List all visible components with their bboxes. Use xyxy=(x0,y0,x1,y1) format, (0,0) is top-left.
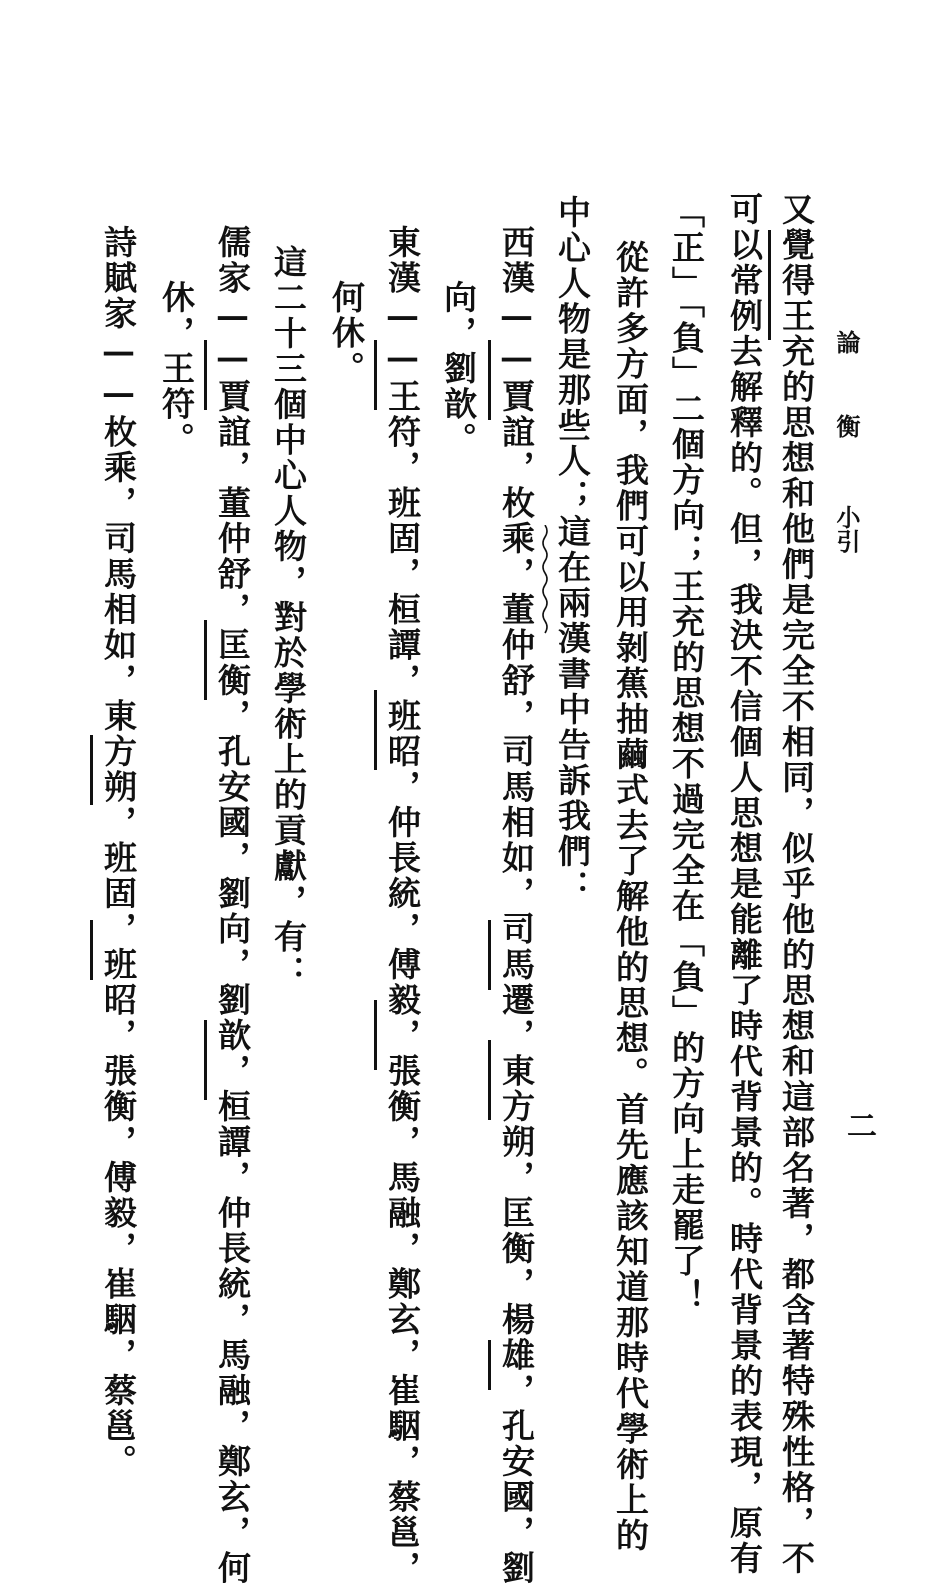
name-mark-rule xyxy=(374,1000,377,1070)
name-mark-rule xyxy=(488,340,491,420)
text-column-4: 從許多方面，我們可以用剝蕉抽繭式去了解他的思想。首先應該知道那時代學術上的 xyxy=(611,240,650,1554)
name-mark-rule xyxy=(488,1040,491,1120)
name-mark-rule xyxy=(204,620,207,700)
name-mark-rule xyxy=(488,920,491,990)
name-mark-rule xyxy=(90,735,93,805)
name-mark-rule xyxy=(90,920,93,980)
name-mark-rule xyxy=(204,340,207,410)
text-column-5: 中心人物是那些人；這在兩漢書中告訴我們： xyxy=(553,195,592,905)
page-number: 二 xyxy=(841,1110,876,1140)
running-header-book-title: 論衡 xyxy=(832,330,861,498)
name-mark-rule xyxy=(204,1020,207,1100)
name-mark-rule xyxy=(374,340,377,410)
text-column-11: 儒家——賈誼，董仲舒，匡衡，孔安國，劉向，劉歆，桓譚，仲長統，馬融，鄭玄，何 xyxy=(213,225,252,1586)
text-column-1: 又覺得王充的思想和他們是完全不相同，似乎他的思想和這部名著，都含著特殊性格，不 xyxy=(777,192,816,1577)
text-column-9: 何休。 xyxy=(327,280,366,387)
name-mark-rule xyxy=(768,230,771,340)
text-column-7: 向，劉歆。 xyxy=(439,280,478,458)
text-column-8: 東漢——王符，班固，桓譚，班昭，仲長統，傅毅，張衡，馬融，鄭玄，崔駰，蔡邕， xyxy=(383,225,422,1586)
text-column-6: 西漢——賈誼，枚乘，董仲舒，司馬相如，司馬遷，東方朔，匡衡，楊雄，孔安國，劉 xyxy=(497,225,536,1586)
text-column-13: 詩賦家——枚乘，司馬相如，東方朔，班固，班昭，張衡，傅毅，崔駰，蔡邕。 xyxy=(99,225,138,1480)
text-column-12: 休，王符。 xyxy=(157,280,196,458)
name-mark-rule xyxy=(488,1340,491,1390)
name-mark-rule xyxy=(374,690,377,770)
text-column-3: 「正」「負」二個方向；王充的思想不過完全在「負」的方向上走罷了！ xyxy=(667,195,706,1315)
book-title-wavy-mark xyxy=(540,525,550,635)
text-column-10: 這二十三個中心人物，對於學術上的貢獻，有： xyxy=(269,245,308,991)
running-header-section-title: 小引 xyxy=(832,505,861,553)
text-column-2: 可以常例去解釋的。但，我決不信個人思想是能離了時代背景的。時代背景的表現，原有 xyxy=(725,192,764,1577)
